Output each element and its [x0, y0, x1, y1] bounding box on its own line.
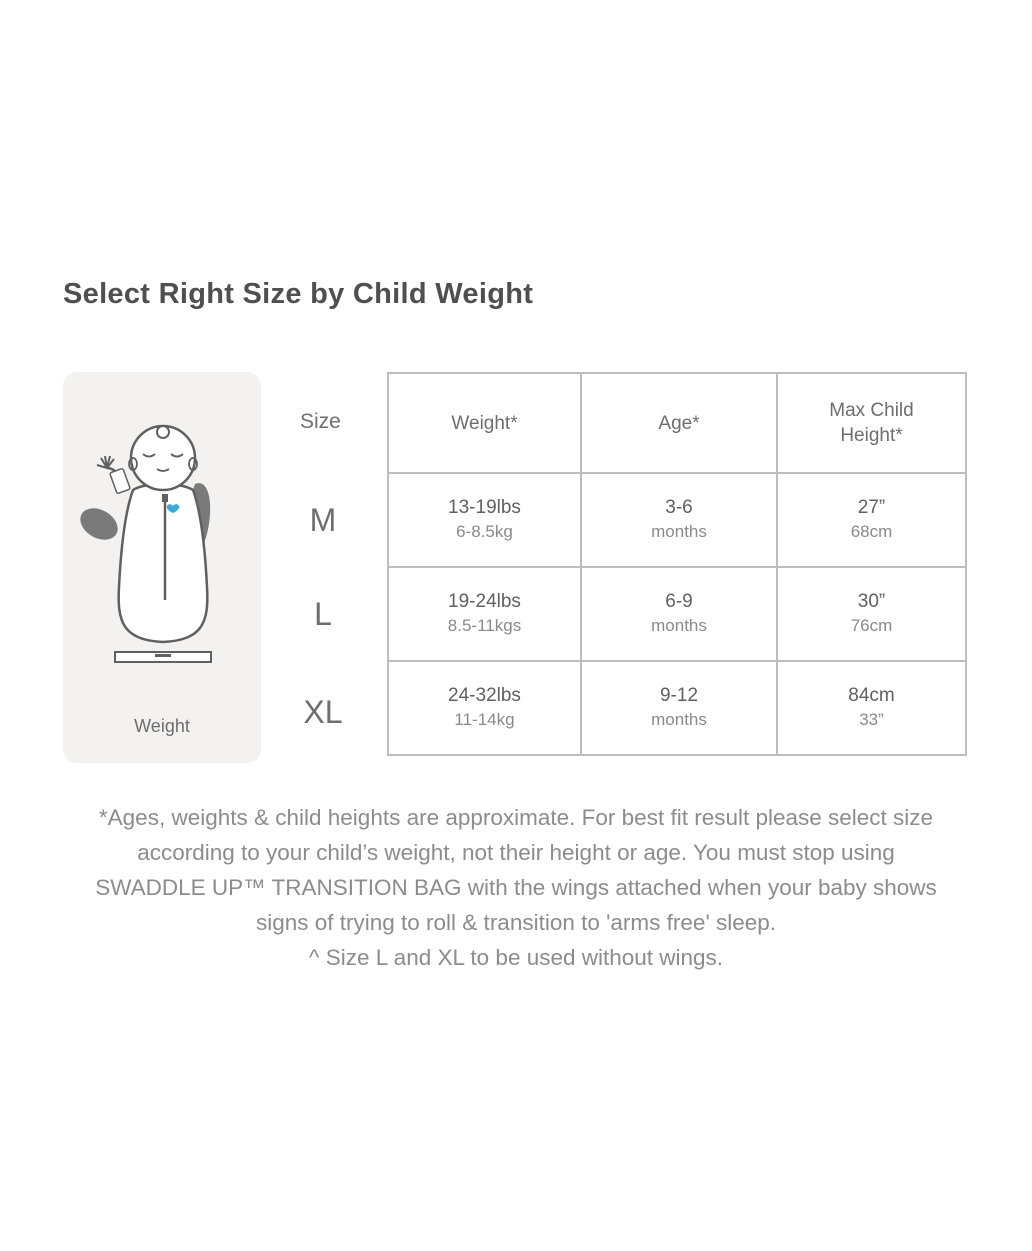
- footnote-line: ^ Size L and XL to be used without wings.: [308, 945, 724, 970]
- table-row: [388, 661, 966, 755]
- height-primary: 27”: [857, 497, 886, 518]
- age-cell: [581, 473, 777, 567]
- header-max-height: [777, 373, 966, 473]
- height-cell: [777, 473, 966, 567]
- weight-kg: 6-8.5kg: [456, 522, 513, 541]
- age-range: 6-9: [665, 591, 693, 612]
- weight-lbs: 19-24lbs: [448, 591, 521, 612]
- footnote-line: *Ages, weights & child heights are approximate. For best fit result please select size: [98, 805, 934, 830]
- size-label-m: M: [309, 502, 337, 538]
- age-unit: months: [651, 616, 707, 635]
- height-cell: [777, 661, 966, 755]
- age-unit: months: [651, 522, 707, 541]
- age-unit: months: [651, 710, 707, 729]
- age-cell: [581, 661, 777, 755]
- weight-lbs: 13-19lbs: [448, 497, 521, 518]
- header-max-height-text: Max Child Height*: [829, 400, 914, 446]
- weight-cell: [388, 567, 581, 661]
- age-cell: [581, 567, 777, 661]
- height-secondary: 33”: [859, 710, 884, 729]
- weight-cell: [388, 661, 581, 755]
- height-primary: 84cm: [848, 685, 895, 706]
- size-label-l: L: [314, 596, 332, 632]
- footnote-line: signs of trying to roll & transition to 'arms free' sleep.: [255, 910, 777, 935]
- table-row: [388, 473, 966, 567]
- age-range: 3-6: [665, 497, 693, 518]
- weight-lbs: 24-32lbs: [448, 685, 521, 706]
- age-range: 9-12: [659, 685, 699, 706]
- table-row: [388, 567, 966, 661]
- height-secondary: 68cm: [850, 522, 893, 541]
- height-primary: 30”: [857, 591, 886, 612]
- weight-kg: 8.5-11kgs: [447, 616, 522, 635]
- left-wing-icon: [75, 502, 124, 546]
- weight-kg: 11-14kg: [454, 710, 515, 729]
- footnote-line: SWADDLE UP™ TRANSITION BAG with the wings attached when your baby shows: [95, 875, 937, 900]
- footnote-line: according to your child’s weight, not their height or age. You must stop using: [137, 840, 895, 865]
- weight-cell: [388, 473, 581, 567]
- swaddle-bag: [119, 484, 208, 642]
- header-weight: Weight*: [388, 373, 581, 473]
- height-secondary: 76cm: [850, 616, 893, 635]
- illustration-card: [63, 372, 261, 763]
- size-chart-table: [387, 372, 967, 756]
- size-label-xl: XL: [303, 694, 343, 730]
- page-title: Select Right Size by Child Weight: [63, 278, 534, 310]
- height-cell: [777, 567, 966, 661]
- illustration-label: Weight: [134, 716, 190, 736]
- header-age: Age*: [581, 373, 777, 473]
- footnote: [40, 800, 992, 975]
- size-column-header: Size: [300, 410, 341, 433]
- baby-swaddle-illustration: [63, 372, 261, 763]
- table-header-row: [388, 373, 966, 473]
